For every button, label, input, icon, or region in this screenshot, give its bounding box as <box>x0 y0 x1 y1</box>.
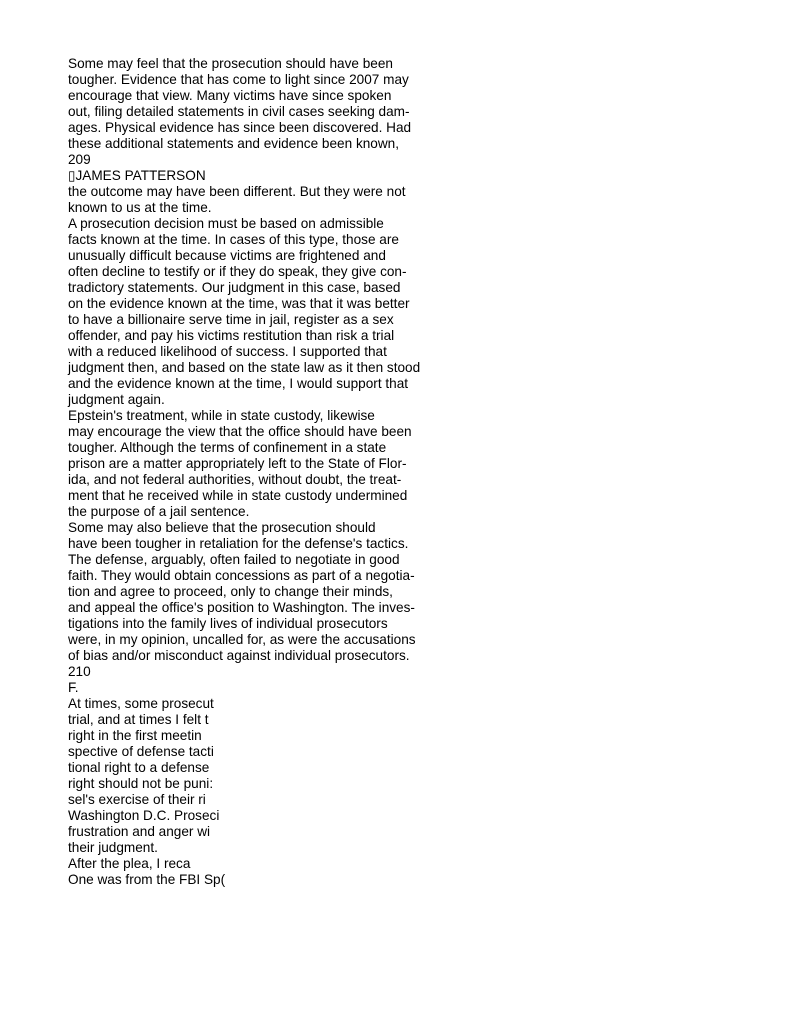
document-page <box>68 56 488 888</box>
text-line: and the evidence known at the time, I would support that <box>68 376 409 391</box>
section-marker: F. <box>68 680 79 695</box>
text-line: unusually difficult because victims are frightened and <box>68 248 386 263</box>
text-line: Some may feel that the prosecution should have been <box>68 56 393 71</box>
running-header: ▯JAMES PATTERSON <box>68 168 206 183</box>
text-line: on the evidence known at the time, was that it was better <box>68 296 410 311</box>
text-line: right in the first meetin <box>68 728 202 743</box>
text-line: to have a billionaire serve time in jail, register as a sex <box>68 312 394 327</box>
text-line: judgment again. <box>68 392 165 407</box>
text-line: tional right to a defense <box>68 760 210 775</box>
text-line: frustration and anger wi <box>68 824 211 839</box>
text-line: the purpose of a jail sentence. <box>68 504 250 519</box>
text-line: often decline to testify or if they do speak, they give con- <box>68 264 407 279</box>
text-line: ment that he received while in state custody undermined <box>68 488 408 503</box>
text-line: these additional statements and evidence been known, <box>68 136 400 151</box>
text-line: tougher. Evidence that has come to light since 2007 may <box>68 72 409 87</box>
text-line: After the plea, I reca <box>68 856 191 871</box>
page-number: 210 <box>68 664 91 679</box>
text-line: ages. Physical evidence has since been discovered. Had <box>68 120 412 135</box>
text-line: judgment then, and based on the state law as it then stood <box>68 360 421 375</box>
text-line: known to us at the time. <box>68 200 212 215</box>
text-line: were, in my opinion, uncalled for, as were the accusations <box>68 632 416 647</box>
text-line: encourage that view. Many victims have since spoken <box>68 88 392 103</box>
text-line: tradictory statements. Our judgment in this case, based <box>68 280 401 295</box>
text-line: tougher. Although the terms of confinement in a state <box>68 440 387 455</box>
text-line: spective of defense tacti <box>68 744 214 759</box>
text-line: with a reduced likelihood of success. I supported that <box>68 344 387 359</box>
page-number: 209 <box>68 152 91 167</box>
text-line: of bias and/or misconduct against individual prosecutors. <box>68 648 410 663</box>
text-line: ida, and not federal authorities, without doubt, the treat- <box>68 472 402 487</box>
text-line: the outcome may have been different. But they were not <box>68 184 406 199</box>
text-line: may encourage the view that the office should have been <box>68 424 412 439</box>
text-line: trial, and at times I felt t <box>68 712 209 727</box>
text-line: their judgment. <box>68 840 158 855</box>
text-line: offender, and pay his victims restitution than risk a trial <box>68 328 395 343</box>
text-line: One was from the FBI Sp( <box>68 872 226 887</box>
text-line: Epstein's treatment, while in state custody, likewise <box>68 408 375 423</box>
text-line: right should not be puni: <box>68 776 214 791</box>
text-line: Washington D.C. Proseci <box>68 808 220 823</box>
text-line: sel's exercise of their ri <box>68 792 206 807</box>
text-line: have been tougher in retaliation for the defense's tactics. <box>68 536 409 551</box>
text-line: At times, some prosecut <box>68 696 214 711</box>
text-line: out, filing detailed statements in civil cases seeking dam- <box>68 104 410 119</box>
text-line: facts known at the time. In cases of this type, those are <box>68 232 399 247</box>
text-line: A prosecution decision must be based on admissible <box>68 216 384 231</box>
text-line: tion and agree to proceed, only to change their minds, <box>68 584 393 599</box>
text-line: and appeal the office's position to Washington. The inves- <box>68 600 415 615</box>
text-line: prison are a matter appropriately left to the State of Flor- <box>68 456 407 471</box>
text-line: faith. They would obtain concessions as part of a negotia- <box>68 568 415 583</box>
text-line: Some may also believe that the prosecution should <box>68 520 376 535</box>
text-line: The defense, arguably, often failed to negotiate in good <box>68 552 400 567</box>
text-line: tigations into the family lives of individual prosecutors <box>68 616 388 631</box>
